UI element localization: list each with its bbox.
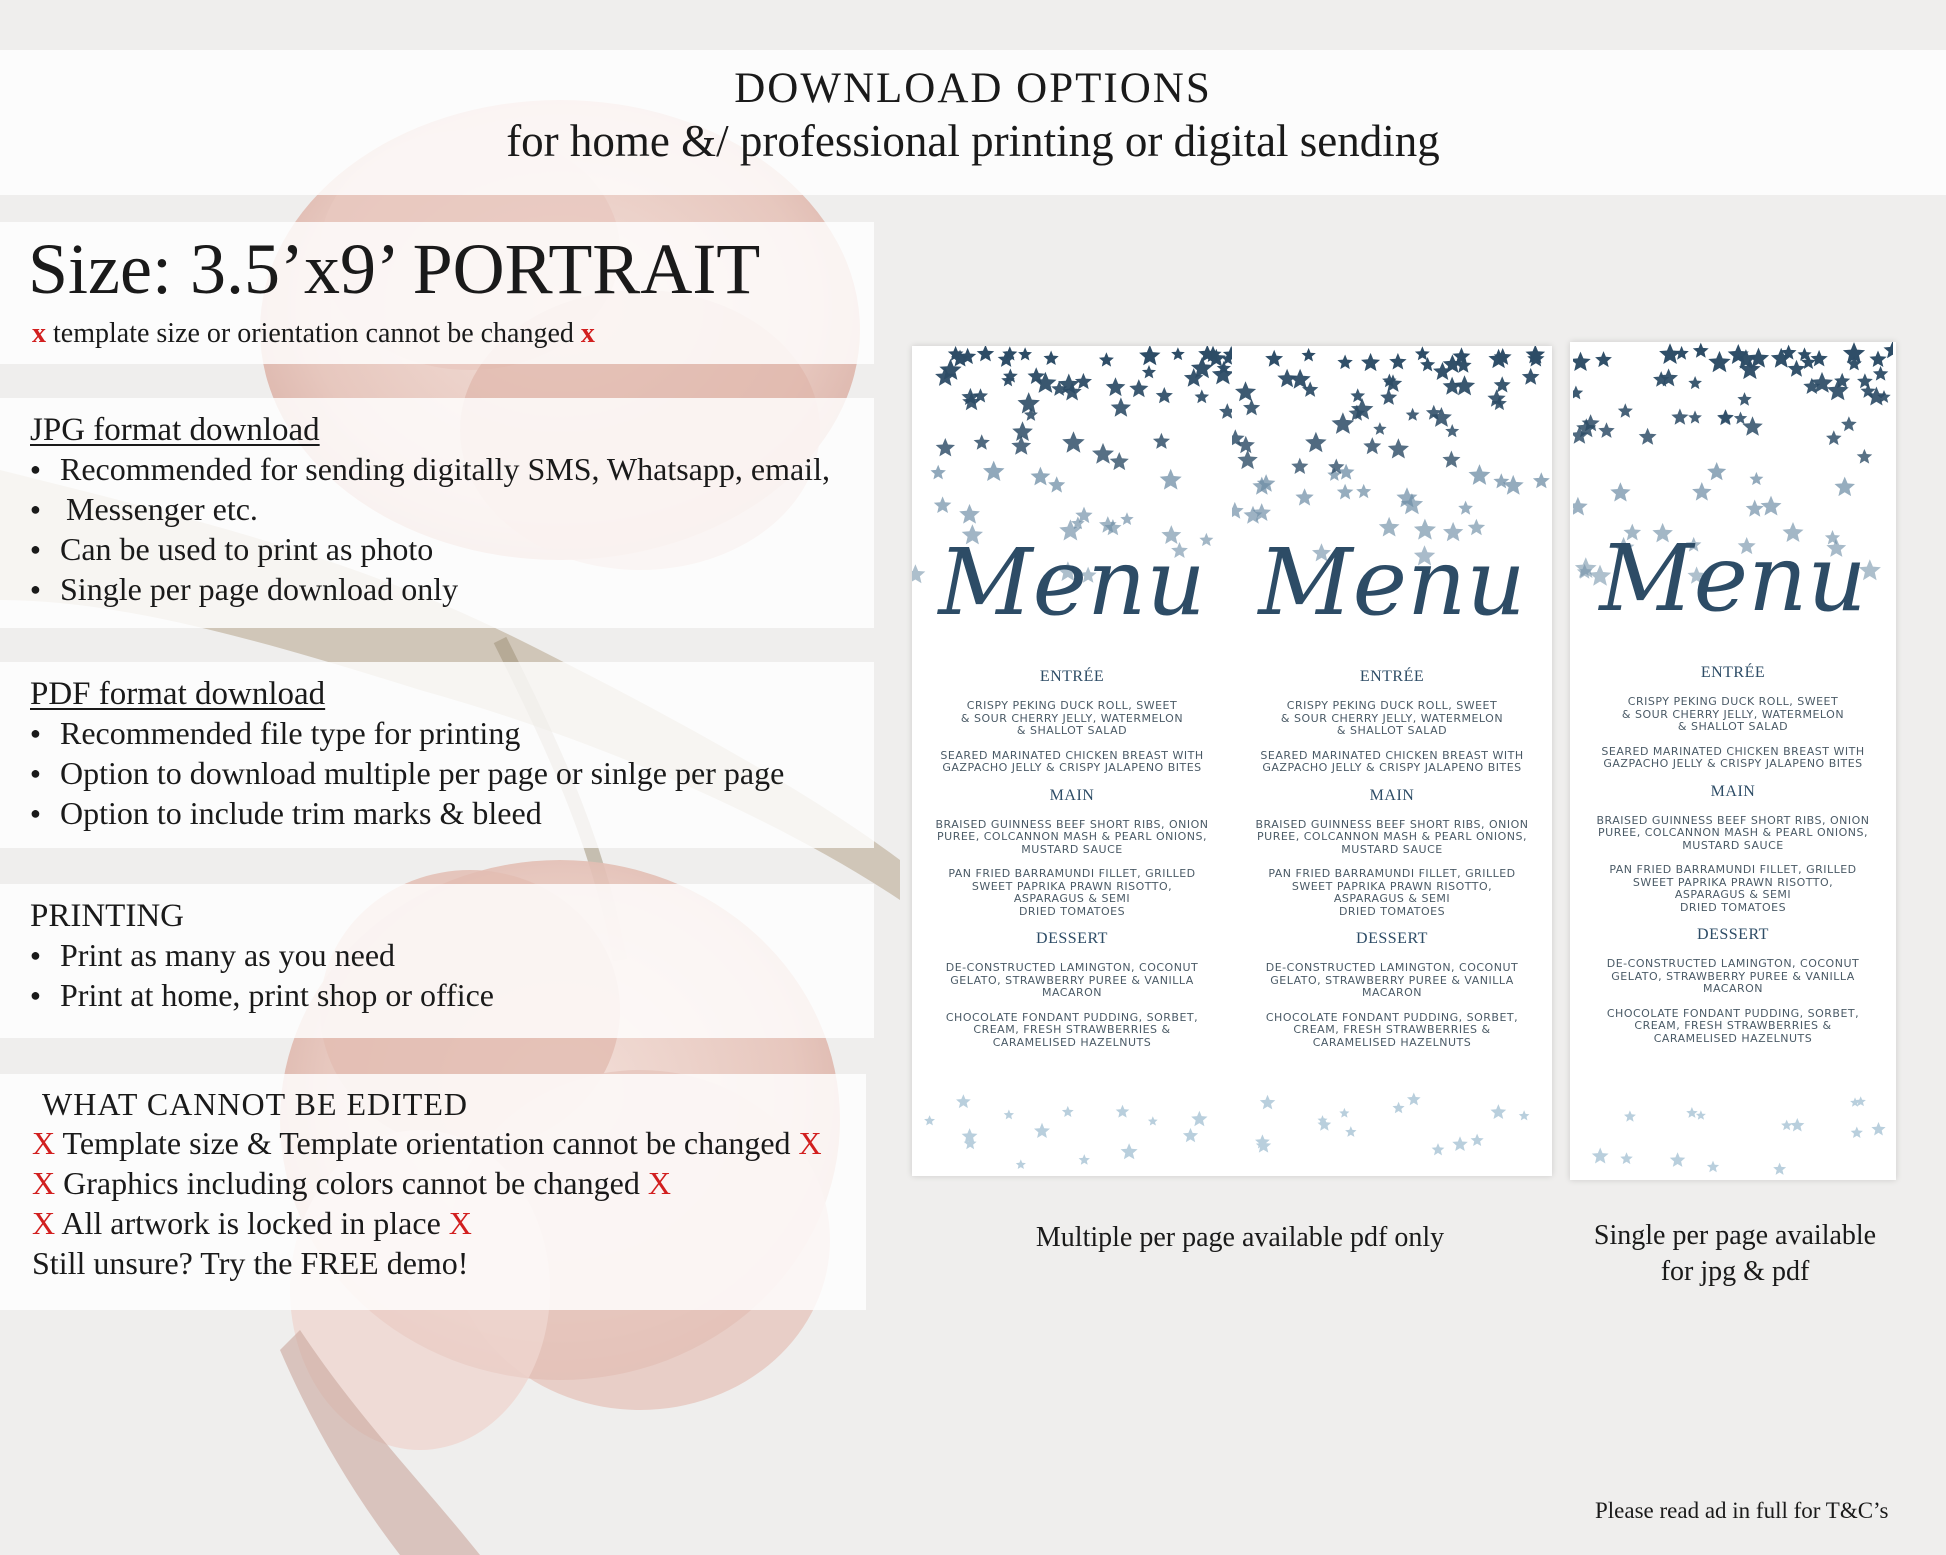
list-item-continued: ● Messenger etc.: [30, 489, 874, 529]
pdf-title: PDF format download: [30, 676, 326, 712]
x-mark-icon: x: [32, 318, 46, 349]
list-item: ● Recommended for sending digitally SMS, Whatsapp, email,: [30, 449, 874, 489]
star-icon: [1871, 1122, 1885, 1136]
star-icon: [1869, 351, 1886, 368]
star-icon: [1692, 482, 1712, 501]
star-icon: [1004, 1110, 1014, 1120]
star-icon: [1260, 1095, 1276, 1110]
x-mark-icon: X: [798, 1125, 822, 1161]
menu-course-heading: MAIN: [1710, 782, 1756, 800]
star-icon: [1235, 381, 1256, 401]
menu-dish: SEARED MARINATED CHICKEN BREAST WITH GAZPACHO JELLY & CRISPY JALAPENO BITES: [1260, 748, 1524, 774]
menu-dish: SEARED MARINATED CHICKEN BREAST WITH GAZPACHO JELLY & CRISPY JALAPENO BITES: [940, 748, 1204, 774]
menu-course-heading: MAIN: [1049, 786, 1095, 804]
star-icon: [1232, 502, 1244, 519]
printing-section: [0, 884, 874, 1038]
star-icon: [956, 1094, 971, 1108]
star-icon: [1048, 476, 1065, 492]
star-icon: [1452, 1136, 1468, 1151]
star-icon: [1388, 438, 1409, 458]
x-mark-icon: X: [32, 1125, 56, 1161]
star-icon: [1639, 428, 1657, 445]
star-icon: [974, 434, 990, 450]
cannot-edit-line: X All artwork is locked in place X: [32, 1205, 472, 1241]
cannot-edit-line: X Graphics including colors cannot be changed X: [32, 1165, 671, 1201]
caption-single-line: Single per page available: [1593, 1220, 1877, 1251]
menu-course-heading: ENTRÉE: [1359, 668, 1425, 685]
menu-dish: PAN FRIED BARRAMUNDI FILLET, GRILLED SWEET PAPRIKA PRAWN RISOTTO, ASPARAGUS & SEMI DRIED TOMATOES: [1268, 867, 1516, 918]
star-icon: [1305, 432, 1327, 452]
list-item: ● Option to include trim marks & bleed: [30, 793, 874, 833]
menu-dish: BRAISED GUINNESS BEEF SHORT RIBS, ONION PUREE, COLCANNON MASH & PEARL ONIONS, MUSTARD SAUCE: [935, 817, 1209, 856]
pdf-section: [0, 662, 874, 848]
star-icon: [1688, 410, 1702, 423]
menu-course-heading: MAIN: [1369, 786, 1415, 804]
star-icon: [1337, 484, 1354, 500]
star-icon: [1361, 353, 1380, 371]
menu-panel: [1232, 346, 1552, 1176]
star-icon: [1142, 365, 1156, 378]
menu-dish: DE-CONSTRUCTED LAMINGTON, COCONUT GELATO, STRAWBERRY PUREE & VANILLA MACARON: [945, 961, 1199, 999]
star-icon: [1737, 392, 1751, 406]
star-icon: [1295, 488, 1313, 505]
star-icon: [1062, 1106, 1074, 1117]
star-icon: [1034, 1123, 1050, 1138]
star-icon: [936, 438, 955, 456]
star-icon: [1062, 431, 1085, 453]
star-icon: [1116, 1105, 1130, 1118]
star-icon: [1493, 473, 1509, 488]
star-icon: [1610, 482, 1630, 501]
star-icon: [1494, 376, 1511, 392]
star-icon: [1016, 1159, 1026, 1169]
star-icon: [1075, 373, 1092, 389]
star-icon: [959, 504, 980, 524]
star-icon: [1139, 346, 1160, 365]
menu-dish: SEARED MARINATED CHICKEN BREAST WITH GAZPACHO JELLY & CRISPY JALAPENO BITES: [1601, 744, 1865, 770]
star-icon: [1407, 1093, 1421, 1106]
list-item: ● Single per page download only: [30, 569, 874, 609]
star-icon: [1420, 357, 1435, 371]
star-icon: [1674, 346, 1688, 360]
star-icon: [1761, 496, 1782, 516]
star-icon: [1183, 1128, 1198, 1142]
header-title: DOWNLOAD OPTIONS: [734, 65, 1212, 112]
header-subtitle: for home &/ professional printing or digital sending: [506, 116, 1440, 166]
star-icon: [1160, 469, 1182, 490]
menu-course-heading: DESSERT: [1697, 926, 1769, 943]
star-icon: [1471, 1134, 1484, 1146]
list-item: ● Option to download multiple per page or sinlge per page: [30, 753, 874, 793]
size-note: [32, 318, 595, 350]
star-icon: [1503, 475, 1524, 495]
star-icon: [1302, 348, 1316, 362]
menu-dish: CRISPY PEKING DUCK ROLL, SWEET & SOUR CHERRY JELLY, WATERMELON & SHALLOT SALAD: [1280, 699, 1504, 737]
star-icon: [1781, 1120, 1792, 1131]
size-note-text: template size or orientation cannot be changed: [53, 318, 574, 349]
menu-dish: BRAISED GUINNESS BEEF SHORT RIBS, ONION PUREE, COLCANNON MASH & PEARL ONIONS, MUSTARD SAUCE: [1596, 813, 1870, 852]
star-icon: [1857, 373, 1873, 388]
star-icon: [1788, 360, 1806, 377]
star-icon: [1592, 1148, 1609, 1164]
menu-script-title: [912, 526, 1232, 646]
star-icon: [1841, 416, 1857, 431]
star-icon: [1851, 1127, 1863, 1139]
star-icon: [1624, 1110, 1636, 1121]
printing-title: PRINTING: [30, 898, 184, 934]
star-icon: [1598, 422, 1614, 438]
x-mark-icon: x: [580, 318, 595, 349]
menu-dish: CRISPY PEKING DUCK ROLL, SWEET & SOUR CHERRY JELLY, WATERMELON & SHALLOT SALAD: [1621, 695, 1845, 733]
star-icon: [1686, 1107, 1698, 1118]
menu-script-title: [1573, 522, 1893, 642]
star-icon: [1573, 386, 1583, 400]
header-banner: [0, 50, 1946, 195]
star-icon: [1129, 379, 1148, 397]
star-icon: [1696, 1110, 1706, 1120]
star-icon: [1265, 350, 1283, 367]
star-icon: [1171, 347, 1185, 360]
star-icon: [1389, 353, 1406, 370]
star-icon: [1153, 433, 1170, 449]
list-item: ● Print as many as you need: [30, 935, 874, 975]
menu-dish: CHOCOLATE FONDANT PUDDING, SORBET, CREAM, FRESH STRAWBERRIES & CARAMELISED HAZELNUTS: [1265, 1010, 1519, 1049]
svg-text:Menu: Menu: [1599, 525, 1867, 632]
star-icon: [1620, 1152, 1633, 1164]
star-icon: [1031, 467, 1051, 486]
menu-dish: CHOCOLATE FONDANT PUDDING, SORBET, CREAM, FRESH STRAWBERRIES & CARAMELISED HAZELNUTS: [1606, 1006, 1860, 1045]
menu-panel: [1573, 342, 1893, 1180]
star-icon: [1469, 464, 1491, 485]
caption-multiple: Multiple per page available pdf only: [1035, 1222, 1445, 1253]
list-item: ● Print at home, print shop or office: [30, 975, 874, 1015]
star-icon: [1191, 1111, 1207, 1127]
menu-panel: [912, 346, 1232, 1176]
menu-course-heading: DESSERT: [1036, 930, 1108, 947]
menu-course-heading: ENTRÉE: [1700, 664, 1766, 681]
star-icon: [1595, 351, 1612, 367]
star-icon: [1734, 412, 1747, 425]
list-item: ● Recommended file type for printing: [30, 713, 874, 753]
star-icon: [1106, 377, 1126, 396]
menu-body: [912, 668, 1232, 1061]
caption-single-line: for jpg & pdf: [1660, 1256, 1810, 1287]
star-icon: [1790, 1118, 1804, 1132]
star-icon: [1156, 387, 1173, 403]
caption-single: [1570, 1218, 1900, 1290]
star-icon: [1573, 352, 1591, 371]
star-icon: [1356, 484, 1371, 498]
x-mark-icon: X: [647, 1165, 671, 1201]
star-icon: [1519, 1110, 1530, 1120]
star-icon: [1884, 342, 1894, 358]
star-icon: [1707, 462, 1726, 480]
star-icon: [1835, 477, 1856, 497]
star-icon: [977, 346, 995, 361]
menu-body: [1573, 664, 1893, 1057]
star-icon: [1522, 368, 1540, 385]
cannot-edit-title: WHAT CANNOT BE EDITED: [42, 1086, 468, 1122]
demo-line: Still unsure? Try the FREE demo!: [32, 1245, 469, 1281]
svg-text:Menu: Menu: [938, 529, 1206, 636]
menu-dish: BRAISED GUINNESS BEEF SHORT RIBS, ONION PUREE, COLCANNON MASH & PEARL ONIONS, MUSTARD SAUCE: [1255, 817, 1529, 856]
star-icon: [1380, 389, 1397, 405]
menu-course-heading: DESSERT: [1356, 930, 1428, 947]
star-icon: [1491, 1104, 1507, 1119]
footer-note: Please read ad in full for T&C’s: [1595, 1498, 1889, 1523]
star-icon: [1339, 1108, 1349, 1118]
cannot-edit-line: X Template size & Template orientation cannot be changed X: [32, 1125, 822, 1161]
star-icon: [1708, 351, 1730, 372]
star-icon: [1243, 399, 1260, 415]
star-icon: [924, 1115, 935, 1125]
menu-course-heading: ENTRÉE: [1039, 668, 1105, 685]
star-icon: [1873, 366, 1888, 381]
star-icon: [1332, 412, 1355, 434]
x-mark-icon: X: [32, 1205, 56, 1241]
star-icon: [983, 461, 1005, 481]
star-icon: [1811, 350, 1828, 367]
star-icon: [1373, 422, 1386, 435]
menu-preview-single: [1570, 342, 1896, 1180]
star-icon: [1195, 389, 1210, 403]
star-icon: [1120, 512, 1133, 525]
x-mark-icon: X: [448, 1205, 472, 1241]
star-icon: [1742, 416, 1763, 435]
star-icon: [1857, 449, 1873, 464]
menu-dish: PAN FRIED BARRAMUNDI FILLET, GRILLED SWEET PAPRIKA PRAWN RISOTTO, ASPARAGUS & SEMI DRIED TOMATOES: [1609, 863, 1857, 914]
star-icon: [1148, 1116, 1158, 1125]
pdf-list: [30, 713, 874, 833]
star-icon: [1337, 355, 1352, 370]
menu-body: [1232, 668, 1552, 1061]
star-icon: [1111, 397, 1131, 416]
star-icon: [1717, 410, 1734, 426]
star-icon: [1393, 1102, 1405, 1114]
list-item: ● Can be used to print as photo: [30, 529, 874, 569]
star-icon: [1671, 408, 1688, 424]
star-icon: [1707, 1161, 1719, 1173]
star-icon: [1773, 1163, 1786, 1175]
star-icon: [1044, 351, 1059, 366]
menu-dish: CHOCOLATE FONDANT PUDDING, SORBET, CREAM, FRESH STRAWBERRIES & CARAMELISED HAZELNUTS: [945, 1010, 1199, 1049]
star-icon: [1670, 1152, 1686, 1167]
star-icon: [1110, 452, 1129, 470]
star-icon: [1688, 376, 1702, 389]
star-icon: [1018, 392, 1040, 413]
star-icon: [1826, 430, 1842, 445]
star-icon: [1693, 343, 1709, 358]
star-icon: [1442, 451, 1460, 468]
star-icon: [1406, 408, 1420, 421]
star-icon: [1018, 347, 1032, 360]
star-icon: [1363, 437, 1381, 454]
star-icon: [1432, 1143, 1445, 1155]
star-icon: [1012, 421, 1033, 441]
jpg-title: JPG format download: [30, 412, 320, 448]
menu-dish: CRISPY PEKING DUCK ROLL, SWEET & SOUR CHERRY JELLY, WATERMELON & SHALLOT SALAD: [960, 699, 1184, 737]
jpg-list: [30, 449, 874, 609]
printing-list: [30, 935, 874, 1015]
menu-preview-multiple: [912, 346, 1552, 1176]
star-icon: [1277, 369, 1297, 388]
star-icon: [1291, 458, 1308, 474]
star-icon: [1079, 1154, 1090, 1165]
star-icon: [1121, 1143, 1138, 1159]
star-icon: [1573, 497, 1588, 516]
star-icon: [1746, 500, 1764, 517]
star-icon: [1458, 501, 1473, 515]
size-title: Size: 3.5’x9’ PORTRAIT: [28, 229, 761, 309]
star-icon: [931, 465, 946, 480]
cannot-edit-section: [0, 1074, 866, 1310]
menu-dish: DE-CONSTRUCTED LAMINGTON, COCONUT GELATO, STRAWBERRY PUREE & VANILLA MACARON: [1606, 957, 1860, 995]
star-icon: [1750, 472, 1764, 485]
star-icon: [1384, 374, 1403, 392]
star-icon: [1219, 403, 1232, 419]
svg-text:Menu: Menu: [1258, 529, 1526, 636]
x-mark-icon: X: [32, 1165, 56, 1201]
star-icon: [1345, 1126, 1356, 1137]
menu-dish: PAN FRIED BARRAMUNDI FILLET, GRILLED SWEET PAPRIKA PRAWN RISOTTO, ASPARAGUS & SEMI DRIED TOMATOES: [948, 867, 1196, 918]
menu-script-title: [1232, 526, 1552, 646]
size-section: [0, 222, 874, 364]
star-icon: [1099, 352, 1114, 366]
star-icon: [1092, 443, 1114, 464]
star-icon: [1618, 403, 1633, 418]
star-icon: [934, 496, 952, 513]
star-icon: [1533, 472, 1550, 488]
menu-dish: DE-CONSTRUCTED LAMINGTON, COCONUT GELATO, STRAWBERRY PUREE & VANILLA MACARON: [1265, 961, 1519, 999]
jpg-section: [0, 398, 874, 628]
